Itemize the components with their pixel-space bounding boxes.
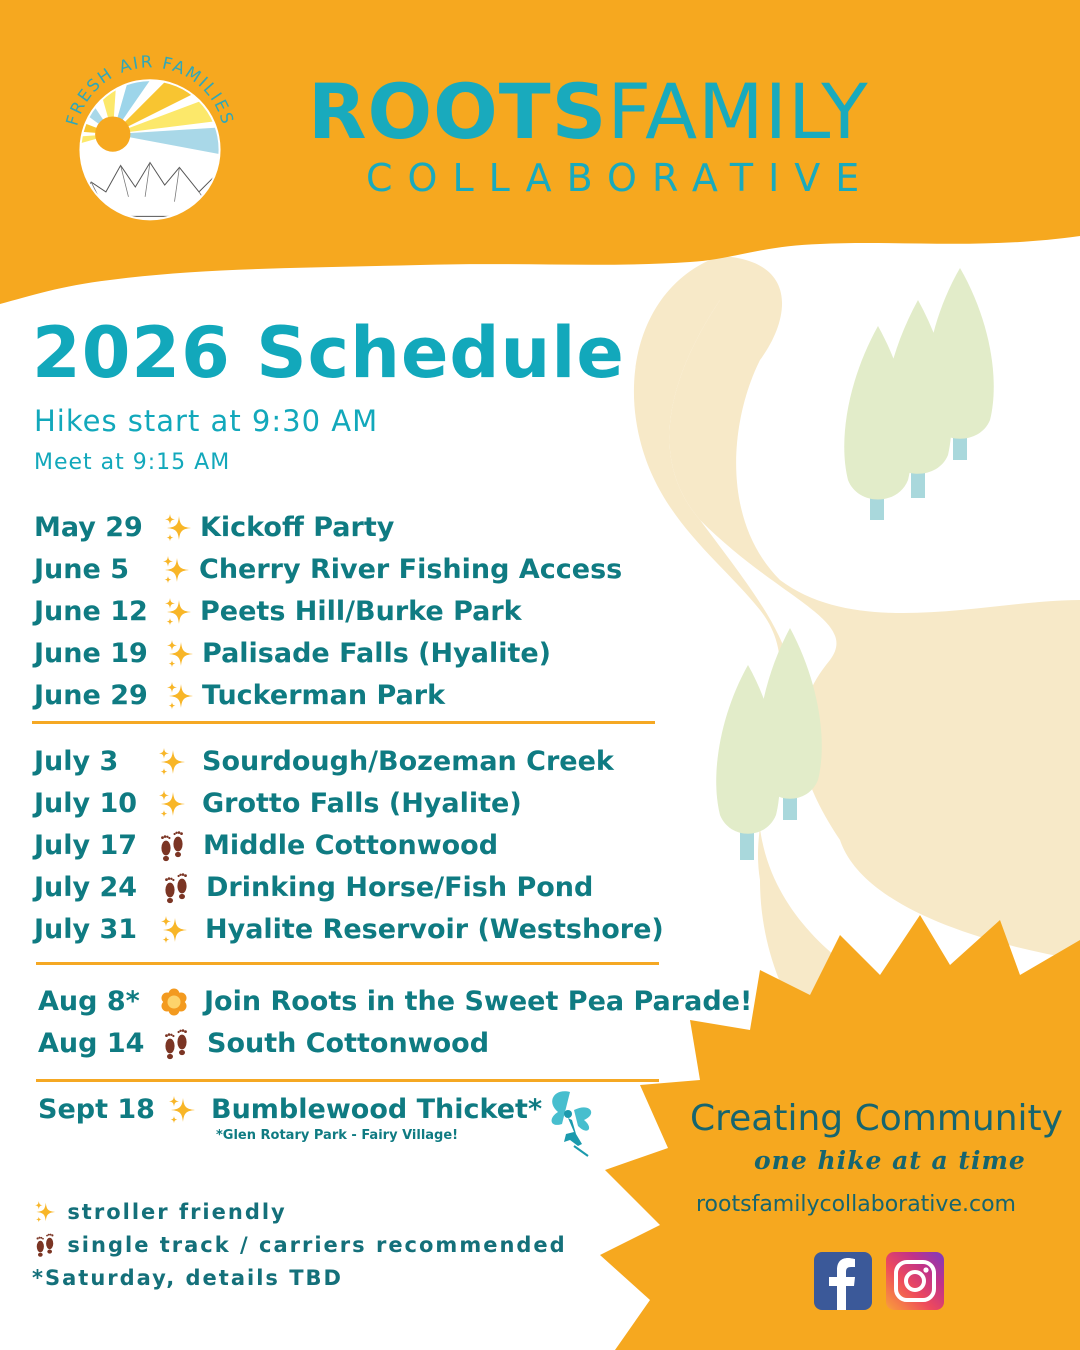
brand-sub: COLLABORATIVE	[366, 156, 875, 200]
tagline-sub: one hike at a time	[754, 1146, 1026, 1175]
schedule-date: July 31	[34, 914, 138, 945]
legend-saturday	[32, 1264, 343, 1292]
sparkles-icon	[166, 1092, 198, 1128]
facebook-icon[interactable]	[814, 1252, 872, 1310]
start-time: Hikes start at 9:30 AM	[34, 404, 379, 438]
schedule-date: July 17	[34, 830, 138, 861]
schedule-date: July 10	[34, 788, 138, 819]
instagram-icon[interactable]	[886, 1252, 944, 1310]
schedule-row	[34, 552, 734, 588]
divider-july-aug	[36, 962, 659, 965]
sparkles-icon	[162, 510, 194, 546]
sparkles-icon	[158, 912, 190, 948]
schedule-event-name: Join Roots in the Sweet Pea Parade!	[204, 986, 753, 1017]
legend-stroller	[32, 1198, 287, 1226]
schedule-event-name: Tuckerman Park	[202, 680, 446, 711]
schedule-event-name: Sourdough/Bozeman Creek	[202, 746, 614, 777]
schedule-event-name: Bumblewood Thicket*	[211, 1094, 543, 1125]
schedule-event-note: *Glen Rotary Park - Fairy Village!	[216, 1128, 459, 1143]
legend-single-track	[32, 1231, 567, 1259]
divider-aug-sept	[36, 1079, 659, 1082]
brand-part1: ROOTS	[308, 67, 608, 156]
sparkles-icon	[156, 744, 188, 780]
schedule-event-name: Hyalite Reservoir (Westshore)	[205, 914, 664, 945]
schedule-row	[34, 510, 734, 546]
schedule-date: July 24	[34, 872, 138, 903]
schedule-date: Aug 14	[38, 1028, 145, 1059]
brand-part2: FAMILY	[607, 67, 869, 156]
schedule-date: June 12	[34, 596, 148, 627]
schedule-event-name: Cherry River Fishing Access	[199, 554, 623, 585]
sparkles-icon	[164, 678, 196, 714]
footprints-icon	[156, 828, 188, 864]
brand-wordmark	[308, 67, 968, 200]
schedule-row	[34, 744, 734, 780]
schedule-date: June 5	[34, 554, 129, 585]
legend-stroller-label: stroller friendly	[67, 1200, 287, 1224]
sparkles-icon	[156, 786, 188, 822]
divider-june-july	[32, 721, 655, 724]
schedule-event-name: Palisade Falls (Hyalite)	[202, 638, 552, 669]
fresh-air-families-logo	[52, 40, 248, 236]
flower-icon	[158, 984, 190, 1020]
footprints-icon	[160, 1026, 192, 1062]
schedule-row	[34, 636, 734, 672]
meet-time: Meet at 9:15 AM	[34, 450, 231, 475]
schedule-date: June 19	[34, 638, 148, 669]
website-link[interactable]: rootsfamilycollaborative.com	[696, 1192, 1016, 1217]
schedule-row	[34, 984, 753, 1020]
legend-saturday-label: *Saturday, details TBD	[32, 1266, 343, 1290]
schedule-event-name: Drinking Horse/Fish Pond	[206, 872, 594, 903]
brand-main	[308, 67, 968, 156]
schedule-date: July 3	[34, 746, 119, 777]
schedule-date: May 29	[34, 512, 143, 543]
schedule-event-name: Grotto Falls (Hyalite)	[202, 788, 522, 819]
page-title: 2026 Schedule	[32, 312, 625, 394]
schedule-date: Sept 18	[38, 1094, 155, 1125]
schedule-row	[34, 912, 734, 948]
sparkles-icon	[32, 1198, 58, 1226]
schedule-event-name: Kickoff Party	[200, 512, 395, 543]
footprints-icon	[32, 1231, 58, 1259]
schedule-date: June 29	[34, 680, 148, 711]
badge-arc-text: FRESH AIR FAMILIES	[62, 52, 238, 128]
legend-single-track-label: single track / carriers recommended	[67, 1233, 567, 1257]
schedule-event-name: Middle Cottonwood	[203, 830, 499, 861]
sparkles-icon	[164, 636, 196, 672]
fairy-icon	[544, 1088, 598, 1158]
sparkles-icon	[160, 552, 192, 588]
schedule-row	[34, 1092, 734, 1143]
sparkles-icon	[162, 594, 194, 630]
schedule-date: Aug 8*	[38, 986, 140, 1017]
schedule-event-name: Peets Hill/Burke Park	[200, 596, 522, 627]
schedule-row	[34, 828, 734, 864]
footprints-icon	[160, 870, 192, 906]
schedule-row	[34, 1026, 734, 1062]
schedule-event-name: South Cottonwood	[207, 1028, 490, 1059]
schedule-row	[34, 594, 734, 630]
schedule-row	[34, 786, 734, 822]
schedule-row	[34, 870, 734, 906]
schedule-row	[34, 678, 734, 714]
tagline: Creating Community	[690, 1098, 1063, 1139]
